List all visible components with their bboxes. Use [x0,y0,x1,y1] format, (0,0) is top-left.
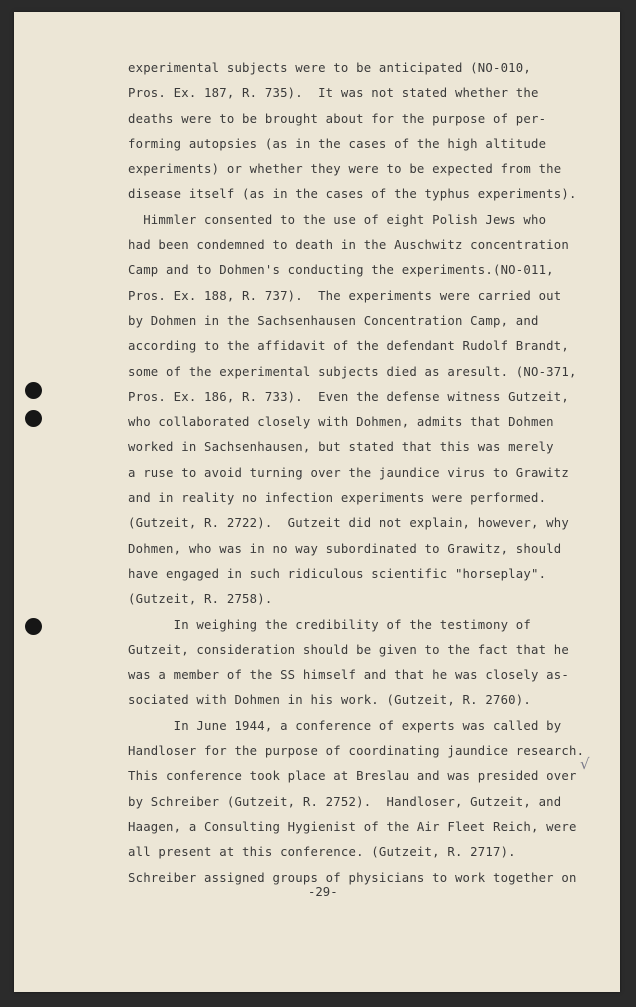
text-line: worked in Sachsenhausen, but stated that this was merely [128,440,554,455]
text-line: and in reality no infection experiments were performed. [128,491,547,506]
text-line: Himmler consented to the use of eight Polish Jews who [128,212,547,227]
text-line: Haagen, a Consulting Hygienist of the Air Fleet Reich, were [128,819,577,834]
text-line: In June 1944, a conference of experts was called by [128,718,562,733]
text-line: Handloser for the purpose of coordinating jaundice research. [128,744,585,759]
typed-text-body [128,56,598,891]
text-line: (Gutzeit, R. 2722). Gutzeit did not explain, however, why [128,516,569,531]
text-line: all present at this conference. (Gutzeit, R. 2717). [128,845,516,860]
text-line: deaths were to be brought about for the purpose of per- [128,111,547,126]
text-line: Pros. Ex. 187, R. 735). It was not stated whether the [128,86,539,101]
punch-hole [25,382,42,399]
text-line: have engaged in such ridiculous scientific "horseplay". [128,566,547,581]
handwritten-check-mark: √ [580,755,590,773]
text-line: In weighing the credibility of the testimony of [128,617,531,632]
text-line: Camp and to Dohmen's conducting the experiments.(NO-011, [128,263,554,278]
punch-hole [25,410,42,427]
text-line: (Gutzeit, R. 2758). [128,592,273,607]
text-line: a ruse to avoid turning over the jaundice virus to Grawitz [128,465,569,480]
text-line: had been condemned to death in the Auschwitz concentration [128,238,569,253]
page-number: -29- [308,885,338,899]
text-line: Pros. Ex. 188, R. 737). The experiments were carried out [128,288,562,303]
text-line: by Dohmen in the Sachsenhausen Concentration Camp, and [128,313,539,328]
text-line: by Schreiber (Gutzeit, R. 2752). Handloser, Gutzeit, and [128,794,562,809]
text-line: Dohmen, who was in no way subordinated to Grawitz, should [128,541,562,556]
text-line: Pros. Ex. 186, R. 733). Even the defense witness Gutzeit, [128,389,569,404]
text-line: was a member of the SS himself and that he was closely as- [128,668,569,683]
text-line: some of the experimental subjects died as aresult. (NO-371, [128,364,577,379]
punch-hole [25,618,42,635]
text-line: disease itself (as in the cases of the typhus experiments). [128,187,577,202]
text-line: experimental subjects were to be anticipated (NO-010, [128,61,531,75]
document-page [14,12,620,992]
text-line: Gutzeit, consideration should be given to the fact that he [128,642,569,657]
text-line: forming autopsies (as in the cases of the high altitude [128,136,547,151]
text-line: This conference took place at Breslau and was presided over [128,769,577,784]
text-line: Schreiber assigned groups of physicians to work together on [128,870,577,885]
text-line: sociated with Dohmen in his work. (Gutzeit, R. 2760). [128,693,531,708]
text-line: who collaborated closely with Dohmen, admits that Dohmen [128,415,554,430]
text-line: according to the affidavit of the defendant Rudolf Brandt, [128,339,569,354]
text-line: experiments) or whether they were to be expected from the [128,162,562,177]
